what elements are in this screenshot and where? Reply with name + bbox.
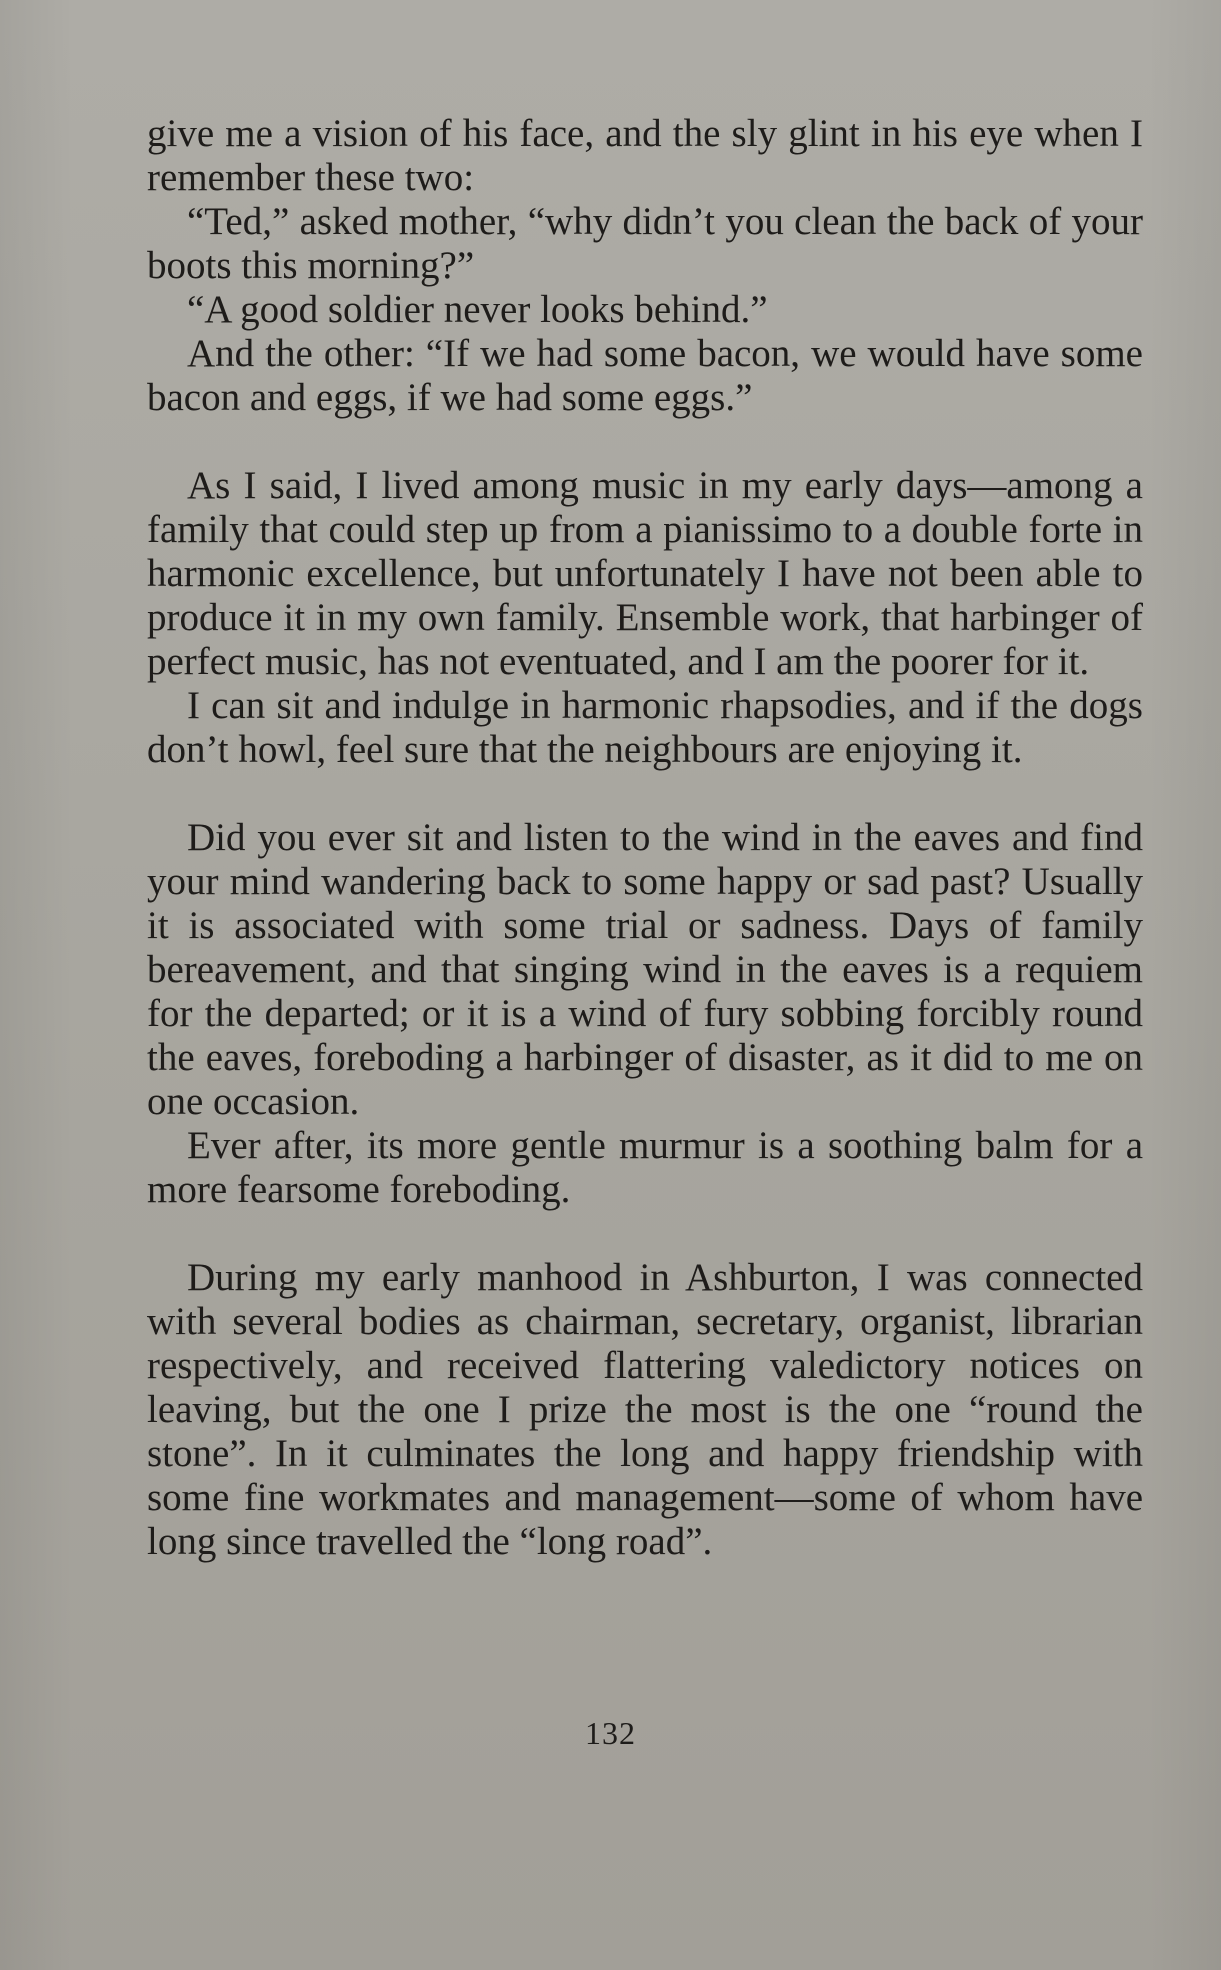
paragraph-bacon-eggs: And the other: “If we had some bacon, we would have some bacon and eggs, if we had some eggs.”: [147, 332, 1143, 419]
section-break: [147, 420, 1143, 464]
paragraph-rhapsodies: I can sit and indulge in harmonic rhapsodies, and if the dogs don’t howl, feel sure that the neighbours are enjoying it.: [147, 684, 1143, 771]
paragraph-music: As I said, I lived among music in my early days—among a family that could step up from a pianissimo to a double forte in harmonic excellence, but unfortunately I have not been able to produce it in my own family. Ensemble work, that harbinger of perfect music, has not eventuated, and I am the poorer for it.: [147, 464, 1143, 683]
paragraph-ashburton: During my early manhood in Ashburton, I was connected with several bodies as chairman, secretary, organist, librarian respectively, and received flattering valedictory notices on leaving, but the one I prize the most is the one “round the stone”. In it culminates the long and happy friendship with some fine workmates and management—some of whom have long since travelled the “long road”.: [147, 1256, 1143, 1563]
paragraph-continuation: give me a vision of his face, and the sly glint in his eye when I remember these two:: [147, 112, 1143, 199]
paragraph-dialogue-mother: “Ted,” asked mother, “why didn’t you clean the back of your boots this morning?”: [147, 200, 1143, 287]
paragraph-murmur: Ever after, its more gentle murmur is a soothing balm for a more fearsome foreboding.: [147, 1124, 1143, 1211]
page-number: 132: [585, 1715, 636, 1751]
paragraph-dialogue-soldier: “A good soldier never looks behind.”: [187, 288, 768, 331]
paragraph-wind: Did you ever sit and listen to the wind in the eaves and find your mind wandering back to some happy or sad past? Usually it is associated with some trial or sadness. Days of family bereavement, and that singing wind in the eaves is a requiem for the departed; or it is a wind of fury sobbing forcibly round the eaves, foreboding a harbinger of disaster, as it did to me on one occasion.: [147, 816, 1143, 1123]
section-break: [147, 1212, 1143, 1256]
section-break: [147, 772, 1143, 816]
body-text: [147, 112, 1143, 1564]
